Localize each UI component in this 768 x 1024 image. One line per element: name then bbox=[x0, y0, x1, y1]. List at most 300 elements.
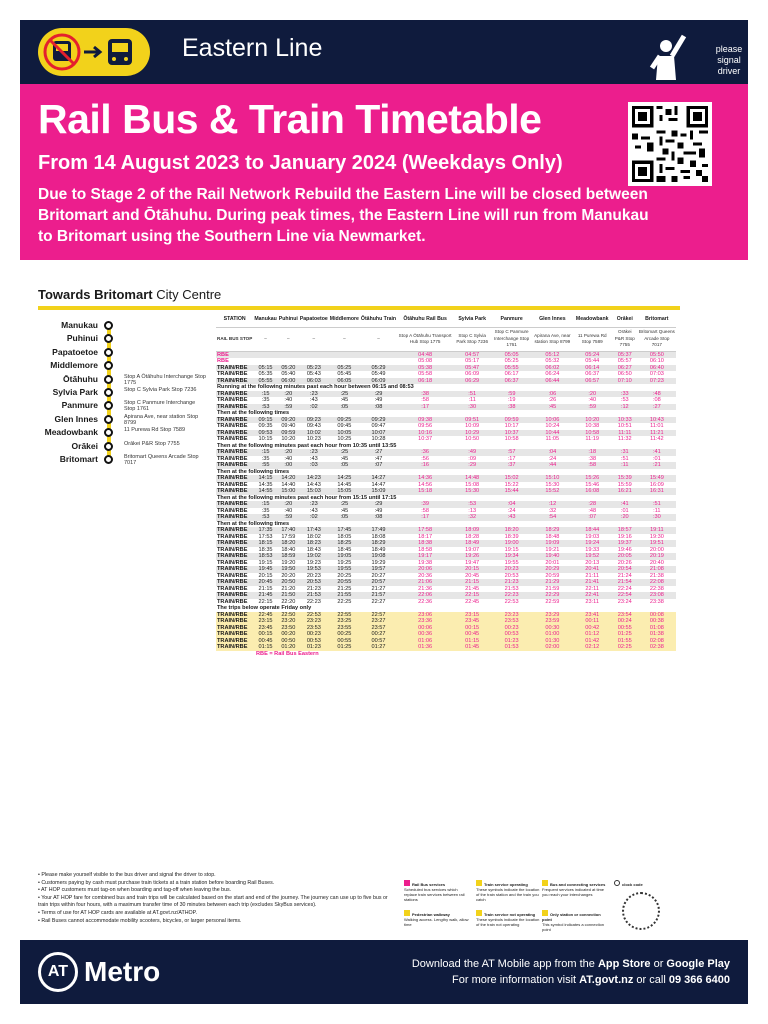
time-cell: 18:08 bbox=[371, 533, 386, 540]
time-cell: 21:15 bbox=[453, 579, 491, 586]
time-cell: 14:20 bbox=[278, 475, 299, 482]
time-cell: 00:45 bbox=[453, 631, 491, 638]
time-cell: :08 bbox=[360, 404, 397, 411]
time-cell: :19 bbox=[507, 397, 516, 403]
time-cell: 20:55 bbox=[329, 579, 360, 586]
time-cell: 15:05 bbox=[329, 488, 360, 495]
time-cell: 17:40 bbox=[278, 527, 299, 534]
time-cell: :29 bbox=[453, 462, 491, 469]
time-cell: 01:23 bbox=[299, 644, 329, 651]
time-cell: 19:38 bbox=[418, 559, 433, 566]
metro-wordmark: Metro bbox=[84, 956, 161, 987]
service-type: TRAIN/RBE bbox=[216, 488, 253, 495]
service-type: TRAIN/RBE bbox=[216, 612, 253, 619]
time-cell: 01:30 bbox=[532, 638, 572, 645]
time-cell: 05:55 bbox=[253, 378, 277, 385]
time-cell: 06:03 bbox=[299, 378, 329, 385]
time-cell: 09:25 bbox=[329, 417, 360, 424]
time-cell: 22:41 bbox=[573, 592, 612, 599]
service-type: RBE bbox=[217, 358, 229, 364]
time-cell: 05:15 bbox=[253, 365, 277, 372]
time-cell: 00:25 bbox=[329, 631, 360, 638]
service-type: TRAIN/RBE bbox=[217, 585, 248, 592]
time-cell: 05:25 bbox=[329, 365, 360, 372]
app-store-link[interactable]: App Store bbox=[597, 958, 651, 970]
stop-info: Apirana Ave, near station Stop 8799 bbox=[124, 413, 199, 426]
time-cell: 21:57 bbox=[360, 592, 397, 599]
line-name: Eastern Line bbox=[182, 34, 323, 62]
bus-stop-label: RAIL BUS STOP bbox=[216, 327, 253, 351]
bus-stop-cell: Stop C Sylvia Park Stop 7236 bbox=[453, 327, 491, 351]
time-cell: :12 bbox=[612, 404, 638, 411]
service-type: TRAIN/RBE bbox=[217, 423, 248, 429]
time-cell: 18:35 bbox=[258, 546, 273, 553]
time-cell: 16:31 bbox=[638, 488, 676, 495]
column-header: STATION bbox=[216, 311, 253, 327]
time-cell: 14:56 bbox=[418, 481, 433, 488]
time-cell: 00:20 bbox=[278, 631, 299, 638]
time-cell: 05:58 bbox=[418, 371, 433, 377]
legend-title: Bus and connecting services bbox=[550, 882, 606, 887]
time-cell: 01:20 bbox=[278, 644, 299, 651]
time-cell: 23:15 bbox=[253, 618, 277, 625]
time-cell: 14:23 bbox=[299, 475, 329, 482]
time-cell: 09:59 bbox=[278, 430, 299, 437]
time-cell: 22:45 bbox=[465, 598, 480, 605]
legend-item bbox=[404, 880, 470, 902]
time-cell: 01:36 bbox=[397, 644, 453, 651]
time-cell: 01:06 bbox=[397, 638, 453, 645]
google-play-link[interactable]: Google Play bbox=[666, 958, 730, 970]
time-cell: 06:02 bbox=[532, 365, 572, 372]
time-cell: 23:23 bbox=[299, 618, 329, 625]
service-type: TRAIN/RBE bbox=[217, 481, 248, 488]
time-cell: :53 bbox=[453, 501, 491, 508]
time-cell: :25 bbox=[329, 391, 360, 398]
service-type: TRAIN/RBE bbox=[216, 579, 253, 586]
time-cell bbox=[253, 351, 277, 358]
stop-name: Glen Innes bbox=[54, 413, 98, 424]
time-cell: 20:53 bbox=[504, 572, 519, 579]
time-cell: :35 bbox=[261, 397, 270, 403]
time-cell: :01 bbox=[652, 455, 661, 462]
time-cell: 07:03 bbox=[649, 371, 664, 377]
time-cell: 19:52 bbox=[573, 553, 612, 560]
time-cell: :53 bbox=[620, 397, 629, 403]
legend-title: Rail Bus services bbox=[412, 882, 446, 887]
rbe-legend: RBE = Rail Bus Eastern bbox=[256, 650, 319, 657]
time-cell: 00:06 bbox=[397, 625, 453, 632]
time-cell: 14:48 bbox=[453, 475, 491, 482]
time-cell: 19:29 bbox=[371, 559, 386, 566]
time-cell: 01:23 bbox=[491, 638, 532, 645]
time-cell: 21:20 bbox=[281, 585, 296, 592]
service-type: TRAIN/RBE bbox=[216, 592, 253, 599]
clock-code-icon bbox=[622, 892, 660, 930]
time-cell: :27 bbox=[638, 404, 676, 411]
time-cell: 05:20 bbox=[278, 365, 299, 372]
time-cell: 16:08 bbox=[573, 488, 612, 495]
time-cell: 00:42 bbox=[573, 625, 612, 632]
route-diagram bbox=[38, 320, 208, 470]
time-cell: 18:43 bbox=[306, 546, 321, 553]
time-cell: 05:05 bbox=[491, 351, 532, 358]
column-header: Manukau bbox=[253, 311, 277, 327]
time-cell: 14:35 bbox=[258, 481, 273, 488]
time-cell: 22:08 bbox=[638, 579, 676, 586]
service-type: TRAIN/RBE bbox=[216, 631, 253, 638]
legend-item bbox=[542, 880, 608, 897]
time-cell: 22:57 bbox=[360, 612, 397, 619]
time-cell: 06:37 bbox=[491, 378, 532, 385]
time-cell: :35 bbox=[261, 507, 270, 514]
service-type: TRAIN/RBE bbox=[216, 514, 253, 521]
time-cell: 06:57 bbox=[573, 378, 612, 385]
footnote-item: • AT HOP customers must tag-on when boarding and tag-off when leaving the bus. bbox=[38, 887, 394, 895]
time-cell: :01 bbox=[620, 507, 629, 514]
time-cell: 21:41 bbox=[573, 579, 612, 586]
time-cell: 10:15 bbox=[258, 436, 273, 442]
signal-driver-sign bbox=[640, 26, 748, 82]
time-cell: :57 bbox=[491, 449, 532, 456]
time-cell: 02:00 bbox=[532, 644, 572, 651]
time-cell: 20:50 bbox=[278, 579, 299, 586]
time-cell: 22:15 bbox=[453, 592, 491, 599]
time-cell: 19:55 bbox=[329, 566, 360, 573]
time-cell: 01:25 bbox=[329, 644, 360, 651]
time-cell: 18:49 bbox=[371, 546, 386, 553]
time-cell: :21 bbox=[638, 462, 676, 469]
time-cell: 18:48 bbox=[545, 533, 560, 540]
stop-info: Britomart Queens Arcade Stop 7017 bbox=[124, 454, 199, 466]
time-cell: 23:54 bbox=[612, 612, 638, 619]
time-cell: 16:09 bbox=[649, 481, 664, 488]
stop-name: Papatoetoe bbox=[52, 346, 98, 357]
time-cell: 20:29 bbox=[532, 566, 572, 573]
time-cell: 20:01 bbox=[545, 559, 560, 566]
time-cell: 11:01 bbox=[650, 423, 664, 429]
legend-title: Train service operating bbox=[484, 882, 528, 887]
time-cell: :45 bbox=[532, 404, 572, 411]
time-cell: 10:37 bbox=[418, 436, 433, 442]
time-cell: 05:25 bbox=[504, 358, 519, 364]
time-cell: :56 bbox=[421, 455, 429, 462]
time-cell: 15:52 bbox=[532, 488, 572, 495]
table-row bbox=[216, 351, 676, 358]
time-cell: :20 bbox=[278, 391, 299, 398]
time-cell: 21:38 bbox=[649, 572, 664, 579]
bus-stop-row bbox=[216, 327, 676, 351]
time-cell bbox=[329, 351, 360, 358]
time-cell: 07:23 bbox=[638, 378, 676, 385]
time-cell: 11:11 bbox=[612, 430, 638, 437]
time-cell: :59 bbox=[278, 514, 299, 521]
frequency-note-text: Then at the following minutes past each hour from 10:35 until 13:55 bbox=[217, 442, 397, 449]
service-type: TRAIN/RBE bbox=[217, 397, 248, 403]
time-cell: 23:23 bbox=[491, 612, 532, 619]
time-cell: 09:45 bbox=[337, 423, 352, 429]
frequency-note-text: Then at the following times bbox=[217, 410, 290, 416]
time-cell: 11:42 bbox=[650, 436, 664, 442]
time-cell: :44 bbox=[532, 462, 572, 469]
time-cell: 23:24 bbox=[617, 598, 632, 605]
time-cell: 20:59 bbox=[545, 572, 560, 579]
time-cell: 05:38 bbox=[397, 365, 453, 372]
bus-stop-cell: Apirana Ave, near station Stop 8799 bbox=[532, 327, 572, 351]
bus-stop-cell: Orākei P&R Stop 7755 bbox=[612, 327, 638, 351]
time-cell: :26 bbox=[548, 397, 557, 403]
time-cell: 09:40 bbox=[281, 423, 296, 429]
time-cell: :39 bbox=[397, 501, 453, 508]
frequency-note-text: The trips below operate Friday only bbox=[217, 605, 312, 611]
time-cell: 01:45 bbox=[453, 644, 491, 651]
time-cell: 21:23 bbox=[491, 579, 532, 586]
time-cell: :43 bbox=[309, 455, 318, 462]
time-cell: 15:46 bbox=[585, 481, 600, 488]
title-banner bbox=[20, 84, 748, 260]
time-cell: :40 bbox=[588, 397, 597, 403]
time-cell: :25 bbox=[329, 501, 360, 508]
time-cell: 18:15 bbox=[253, 540, 277, 547]
service-type: TRAIN/RBE bbox=[216, 378, 253, 385]
time-cell: 17:43 bbox=[299, 527, 329, 534]
time-cell: 20:54 bbox=[612, 566, 638, 573]
time-cell: 15:39 bbox=[612, 475, 638, 482]
time-cell: 05:17 bbox=[465, 358, 480, 364]
time-cell: 09:38 bbox=[397, 417, 453, 424]
time-cell: 06:29 bbox=[453, 378, 491, 385]
time-cell: :40 bbox=[284, 455, 293, 462]
time-cell: 19:33 bbox=[585, 546, 600, 553]
stop-marker-icon bbox=[104, 375, 113, 384]
direction-rest: City Centre bbox=[156, 287, 222, 302]
time-cell: 14:36 bbox=[397, 475, 453, 482]
stop-name: Sylvia Park bbox=[52, 387, 98, 397]
service-type: TRAIN/RBE bbox=[217, 371, 248, 377]
time-cell: 20:27 bbox=[371, 572, 386, 579]
time-cell: 22:50 bbox=[278, 612, 299, 619]
time-cell: 22:55 bbox=[329, 612, 360, 619]
timetable bbox=[216, 311, 676, 657]
time-cell: :17 bbox=[397, 404, 453, 411]
time-cell: :20 bbox=[573, 391, 612, 398]
time-cell: 21:29 bbox=[532, 579, 572, 586]
time-cell: 21:08 bbox=[638, 566, 676, 573]
time-cell: 18:20 bbox=[278, 540, 299, 547]
footer-text: Download the AT Mobile app from the bbox=[411, 958, 598, 970]
hand-signal-icon bbox=[640, 26, 700, 82]
time-cell: 10:20 bbox=[573, 417, 612, 424]
time-cell: :55 bbox=[253, 462, 277, 469]
time-cell: 11:32 bbox=[617, 436, 632, 442]
time-cell: 15:22 bbox=[504, 481, 519, 488]
time-cell: 06:40 bbox=[638, 365, 676, 372]
time-cell: 23:20 bbox=[278, 618, 299, 625]
phone-number[interactable]: 09 366 6400 bbox=[668, 974, 730, 986]
time-cell: 22:25 bbox=[337, 598, 352, 605]
time-cell: 02:38 bbox=[638, 644, 676, 651]
time-cell: 09:51 bbox=[453, 417, 491, 424]
time-cell: :11 bbox=[612, 462, 638, 469]
time-cell: 15:10 bbox=[532, 475, 572, 482]
time-cell: :58 bbox=[421, 397, 429, 403]
time-cell: 21:54 bbox=[612, 579, 638, 586]
time-cell: :23 bbox=[299, 391, 329, 398]
time-cell: 06:05 bbox=[329, 378, 360, 385]
time-cell: 05:50 bbox=[638, 351, 676, 358]
time-cell: 14:55 bbox=[253, 488, 277, 495]
legend-item bbox=[614, 880, 680, 887]
time-cell: 19:40 bbox=[532, 553, 572, 560]
time-cell: 05:32 bbox=[545, 358, 560, 364]
time-cell: 23:38 bbox=[649, 598, 664, 605]
time-cell: 10:38 bbox=[585, 423, 600, 429]
time-cell: 10:50 bbox=[465, 436, 480, 442]
time-cell: 00:36 bbox=[397, 631, 453, 638]
time-cell: 15:44 bbox=[491, 488, 532, 495]
time-cell: 20:13 bbox=[585, 559, 600, 566]
time-cell: 20:15 bbox=[453, 566, 491, 573]
time-cell: :05 bbox=[329, 514, 360, 521]
time-cell: 20:23 bbox=[491, 566, 532, 573]
time-cell: 19:21 bbox=[545, 546, 560, 553]
time-cell: 21:59 bbox=[545, 585, 560, 592]
time-cell: :06 bbox=[532, 391, 572, 398]
time-cell: 10:17 bbox=[504, 423, 519, 429]
time-cell: :17 bbox=[397, 514, 453, 521]
time-cell: :29 bbox=[360, 501, 397, 508]
time-cell: 06:00 bbox=[278, 378, 299, 385]
time-cell: 06:50 bbox=[617, 371, 632, 377]
time-cell: 21:36 bbox=[418, 585, 433, 592]
time-cell: 05:47 bbox=[453, 365, 491, 372]
time-cell: 00:11 bbox=[573, 618, 612, 625]
time-cell: :38 bbox=[491, 404, 532, 411]
website-link[interactable]: AT.govt.nz bbox=[579, 974, 634, 986]
time-cell: 00:55 bbox=[612, 625, 638, 632]
time-cell: 19:57 bbox=[360, 566, 397, 573]
time-cell: 20:25 bbox=[337, 572, 352, 579]
service-type: TRAIN/RBE bbox=[217, 572, 248, 579]
time-cell: 23:29 bbox=[532, 612, 572, 619]
qr-code[interactable] bbox=[628, 102, 712, 186]
footer-text: For more information visit bbox=[452, 974, 580, 986]
stop-info: Stop A Ōtāhuhu Interchange Stop 1775 bbox=[124, 373, 206, 386]
time-cell: :00 bbox=[278, 462, 299, 469]
stop-name: Panmure bbox=[61, 400, 98, 411]
time-cell: 10:23 bbox=[306, 436, 321, 442]
service-type: TRAIN/RBE bbox=[217, 559, 248, 566]
time-cell: 20:06 bbox=[397, 566, 453, 573]
time-cell: 21:15 bbox=[258, 585, 273, 592]
stop-marker-icon bbox=[104, 428, 113, 437]
time-cell: 22:54 bbox=[612, 592, 638, 599]
time-cell: 00:27 bbox=[360, 631, 397, 638]
service-type: TRAIN/RBE bbox=[216, 618, 253, 625]
column-header: Orākei bbox=[612, 311, 638, 327]
column-header: Panmure bbox=[491, 311, 532, 327]
time-cell: 01:15 bbox=[453, 638, 491, 645]
time-cell: 02:25 bbox=[612, 644, 638, 651]
time-cell: 11:19 bbox=[585, 436, 599, 442]
time-cell: 17:35 bbox=[253, 527, 277, 534]
time-cell: 18:49 bbox=[453, 540, 491, 547]
time-cell: 23:45 bbox=[253, 625, 277, 632]
stop-name: Orākei bbox=[71, 440, 98, 451]
service-type: TRAIN/RBE bbox=[216, 644, 253, 651]
time-cell: :58 bbox=[573, 462, 612, 469]
time-cell: :48 bbox=[638, 391, 676, 398]
time-cell: 18:05 bbox=[337, 533, 352, 540]
service-type: TRAIN/RBE bbox=[216, 625, 253, 632]
time-cell: 20:19 bbox=[638, 553, 676, 560]
time-cell: 15:59 bbox=[617, 481, 632, 488]
legend-title: clock code bbox=[622, 882, 643, 887]
time-cell: 21:11 bbox=[585, 572, 599, 579]
time-cell: :43 bbox=[309, 507, 318, 514]
time-cell: 00:08 bbox=[638, 612, 676, 619]
time-cell: 19:34 bbox=[491, 553, 532, 560]
time-cell: :04 bbox=[491, 501, 532, 508]
time-cell: :08 bbox=[652, 397, 661, 403]
stop-marker-icon bbox=[104, 361, 113, 370]
time-cell: 18:17 bbox=[418, 533, 433, 540]
table-header bbox=[216, 311, 676, 327]
time-cell: 10:09 bbox=[465, 423, 480, 429]
time-cell: 01:15 bbox=[253, 644, 277, 651]
service-type: TRAIN/RBE bbox=[216, 430, 253, 437]
time-cell: :15 bbox=[253, 449, 277, 456]
time-cell: 01:27 bbox=[360, 644, 397, 651]
time-cell: 19:00 bbox=[491, 540, 532, 547]
time-cell: 18:28 bbox=[465, 533, 480, 540]
time-cell: 20:53 bbox=[299, 579, 329, 586]
time-cell: 20:26 bbox=[617, 559, 632, 566]
footnote-item: • Your AT HOP fare for combined bus and train trips will be calculated based on the start and end of the journey. The journey can use up to five bus or train trips within four hours, with a maximum transfer time of 30 minutes between each trip (excludes SkyBus services). bbox=[38, 895, 394, 910]
time-cell: 20:05 bbox=[612, 553, 638, 560]
legend-text: Scheduled bus services which replace train services between rail stations bbox=[404, 887, 465, 902]
service-type: TRAIN/RBE bbox=[216, 449, 253, 456]
service-type: TRAIN/RBE bbox=[216, 527, 253, 534]
time-cell: 14:47 bbox=[371, 481, 386, 488]
time-cell: 01:53 bbox=[491, 644, 532, 651]
time-cell: 22:29 bbox=[532, 592, 572, 599]
time-cell: 21:53 bbox=[504, 585, 519, 592]
time-cell: 18:38 bbox=[397, 540, 453, 547]
time-cell: 10:37 bbox=[491, 430, 532, 437]
time-cell: 19:46 bbox=[617, 546, 632, 553]
time-cell: 18:40 bbox=[281, 546, 296, 553]
time-cell bbox=[360, 351, 397, 358]
time-cell: :03 bbox=[299, 462, 329, 469]
time-cell: :53 bbox=[253, 514, 277, 521]
stop-info: Stop C Panmure Interchange Stop 1761 bbox=[124, 400, 196, 413]
time-cell: 15:09 bbox=[360, 488, 397, 495]
time-cell: 16:21 bbox=[612, 488, 638, 495]
time-cell: 20:45 bbox=[465, 572, 480, 579]
time-cell: 09:56 bbox=[418, 423, 433, 429]
time-cell: 22:27 bbox=[371, 598, 386, 605]
time-cell: 01:00 bbox=[532, 631, 572, 638]
legend-item bbox=[542, 910, 608, 932]
time-cell: :05 bbox=[329, 462, 360, 469]
stop-name: Puhinui bbox=[66, 333, 98, 344]
time-cell: 05:40 bbox=[281, 371, 296, 377]
time-cell: 20:40 bbox=[649, 559, 664, 566]
time-cell: :58 bbox=[421, 507, 429, 514]
time-cell: 15:30 bbox=[453, 488, 491, 495]
time-cell: 21:23 bbox=[306, 585, 321, 592]
